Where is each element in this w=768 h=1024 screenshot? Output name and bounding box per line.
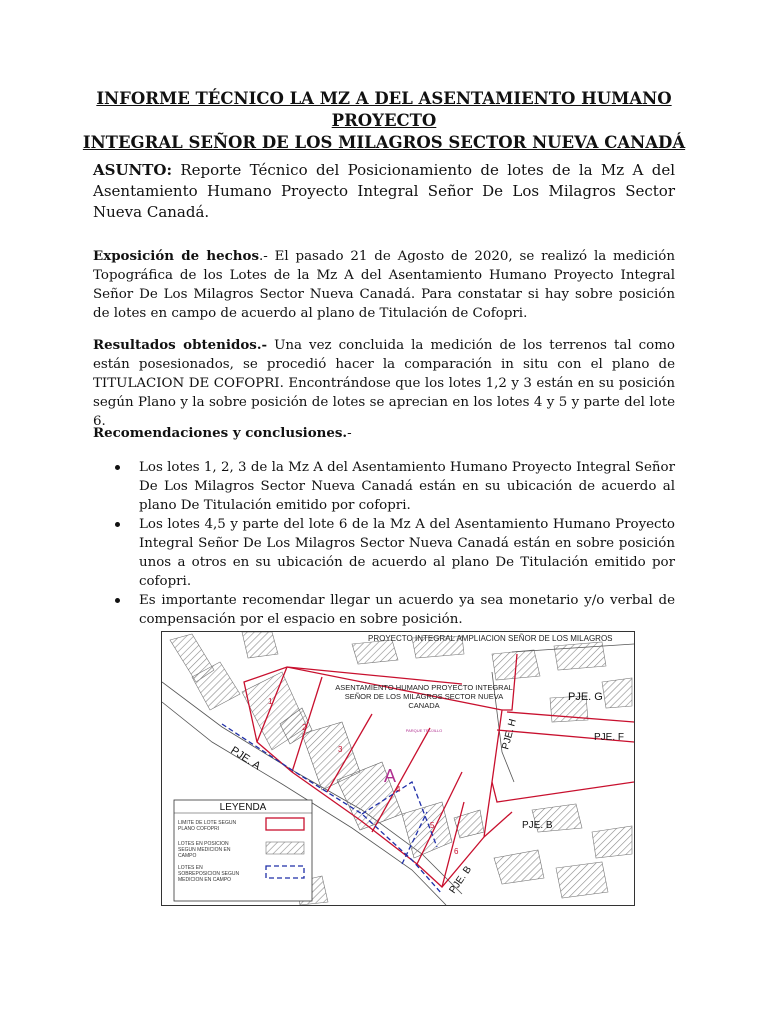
bullet-icon — [115, 522, 120, 527]
exposicion-text: .- El pasado 21 de Agosto de 2020, se realizó la medición Topográfica de los Lotes de la Mz A del Asentamiento Humano Proyecto Integral Señor De Los Milagros Sector Nueva Canadá. Para constatar si hay sobre posición de lotes en campo de acuerdo al plano de Titulación de Cofopri. — [93, 249, 675, 321]
legend-item3-line1: LOTES EN — [178, 865, 203, 871]
map-center-label-3: CANADA — [408, 701, 440, 710]
map-street-pje-h: PJE. H — [500, 717, 519, 751]
map-street-pje-b-vertical: PJE. B — [447, 864, 474, 896]
map-street-pje-a: PJE. A — [228, 744, 263, 773]
resultados-text: Una vez concluida la medición de los terrenos tal como están posesionados, se procedió hacer la comparación in situ con el plano de TITULACION DE COFOPRI. Encontrándose que los lotes 1,2 y 3 están en su posición según Plano y la sobre posición de lotes se aprecian en los lotes 4 y 5 y parte del lote 6. — [93, 338, 675, 429]
list-item-text: Los lotes 1, 2, 3 de la Mz A del Asentamiento Humano Proyecto Integral Señor De Los Milagros Sector Nueva Canadá están en su ubicación de acuerdo al plano De Titulación emitido por cofopri. — [139, 460, 675, 513]
exposicion-paragraph — [93, 247, 675, 323]
site-plan-map — [161, 631, 635, 906]
map-center-label-1: ASENTAMIENTO HUMANO PROYECTO INTEGRAL — [335, 683, 513, 692]
list-item-text: Es importante recomendar llegar un acuerdo ya sea monetario y/o verbal de compensación por el espacio en sobre posición. — [139, 593, 675, 627]
map-lot-label-2: 2 — [302, 723, 307, 732]
title-line-2: INTEGRAL SEÑOR DE LOS MILAGROS SECTOR NUEVA CANADÁ — [82, 133, 686, 152]
map-street-pje-f: PJE. F — [594, 732, 625, 743]
list-item-text: Los lotes 4,5 y parte del lote 6 de la Mz A del Asentamiento Humano Proyecto Integral Señor De Los Milagros Sector Nueva Canadá están en sobre posición unos a otros en su ubicación de acuerdo al plano De Titulación emitido por cofopri. — [139, 517, 675, 589]
list-item — [93, 458, 675, 515]
map-manzana-label: A — [384, 766, 397, 786]
map-lot-label-6: 6 — [454, 847, 459, 856]
legend-item2-line3: CAMPO — [178, 853, 197, 859]
asunto-paragraph — [93, 160, 675, 223]
asunto-label: ASUNTO: — [93, 161, 173, 179]
exposicion-label: Exposición de hechos — [93, 248, 259, 264]
recommendations-list — [93, 458, 675, 629]
resultados-paragraph — [93, 336, 675, 431]
map-lot-label-1: 1 — [268, 697, 273, 706]
map-lot-label-4: 4 — [396, 785, 401, 794]
legend-item3-line2: SOBREPOSICION SEGUN — [178, 871, 240, 877]
recomendaciones-suffix: - — [347, 426, 352, 441]
map-top-label: PROYECTO INTEGRAL AMPLIACION SEÑOR DE LOS MILAGROS — [368, 634, 613, 643]
site-plan-drawing — [162, 632, 634, 905]
map-legend — [174, 800, 312, 901]
legend-item2-line2: SEGUN MEDICION EN — [178, 847, 231, 853]
legend-hatch-swatch — [266, 842, 304, 854]
asunto-text: Reporte Técnico del Posicionamiento de lotes de la Mz A del Asentamiento Humano Proyecto Integral Señor De Los Milagros Sector Nueva Canadá. — [93, 161, 675, 221]
legend-item2-line1: LOTES EN POSICION — [178, 841, 229, 847]
legend-item3-line3: MEDICION EN CAMPO — [178, 877, 232, 883]
list-item — [93, 591, 675, 629]
bullet-icon — [115, 598, 120, 603]
legend-item1-line2: PLANO COFOPRI — [178, 826, 220, 832]
recomendaciones-label: Recomendaciones y conclusiones. — [93, 425, 348, 441]
title-line-1: INFORME TÉCNICO LA MZ A DEL ASENTAMIENTO HUMANO PROYECTO — [96, 89, 672, 130]
recomendaciones-heading — [93, 424, 675, 443]
legend-title: LEYENDA — [219, 802, 267, 813]
document-title — [60, 88, 708, 154]
list-item — [93, 515, 675, 591]
map-parque-label: PARQUE TRUJILLO — [405, 728, 443, 733]
bullet-icon — [115, 465, 120, 470]
resultados-label: Resultados obtenidos.- — [93, 337, 268, 353]
map-street-pje-g: PJE. G — [568, 691, 603, 703]
map-lot-label-3: 3 — [338, 745, 343, 754]
map-street-pje-b: PJE. B — [522, 820, 553, 831]
legend-item1-line1: LIMITE DE LOTE SEGUN — [178, 820, 237, 826]
map-lot-label-5: 5 — [430, 821, 435, 830]
map-center-label-2: SEÑOR DE LOS MILAGROS SECTOR NUEVA — [344, 692, 504, 701]
